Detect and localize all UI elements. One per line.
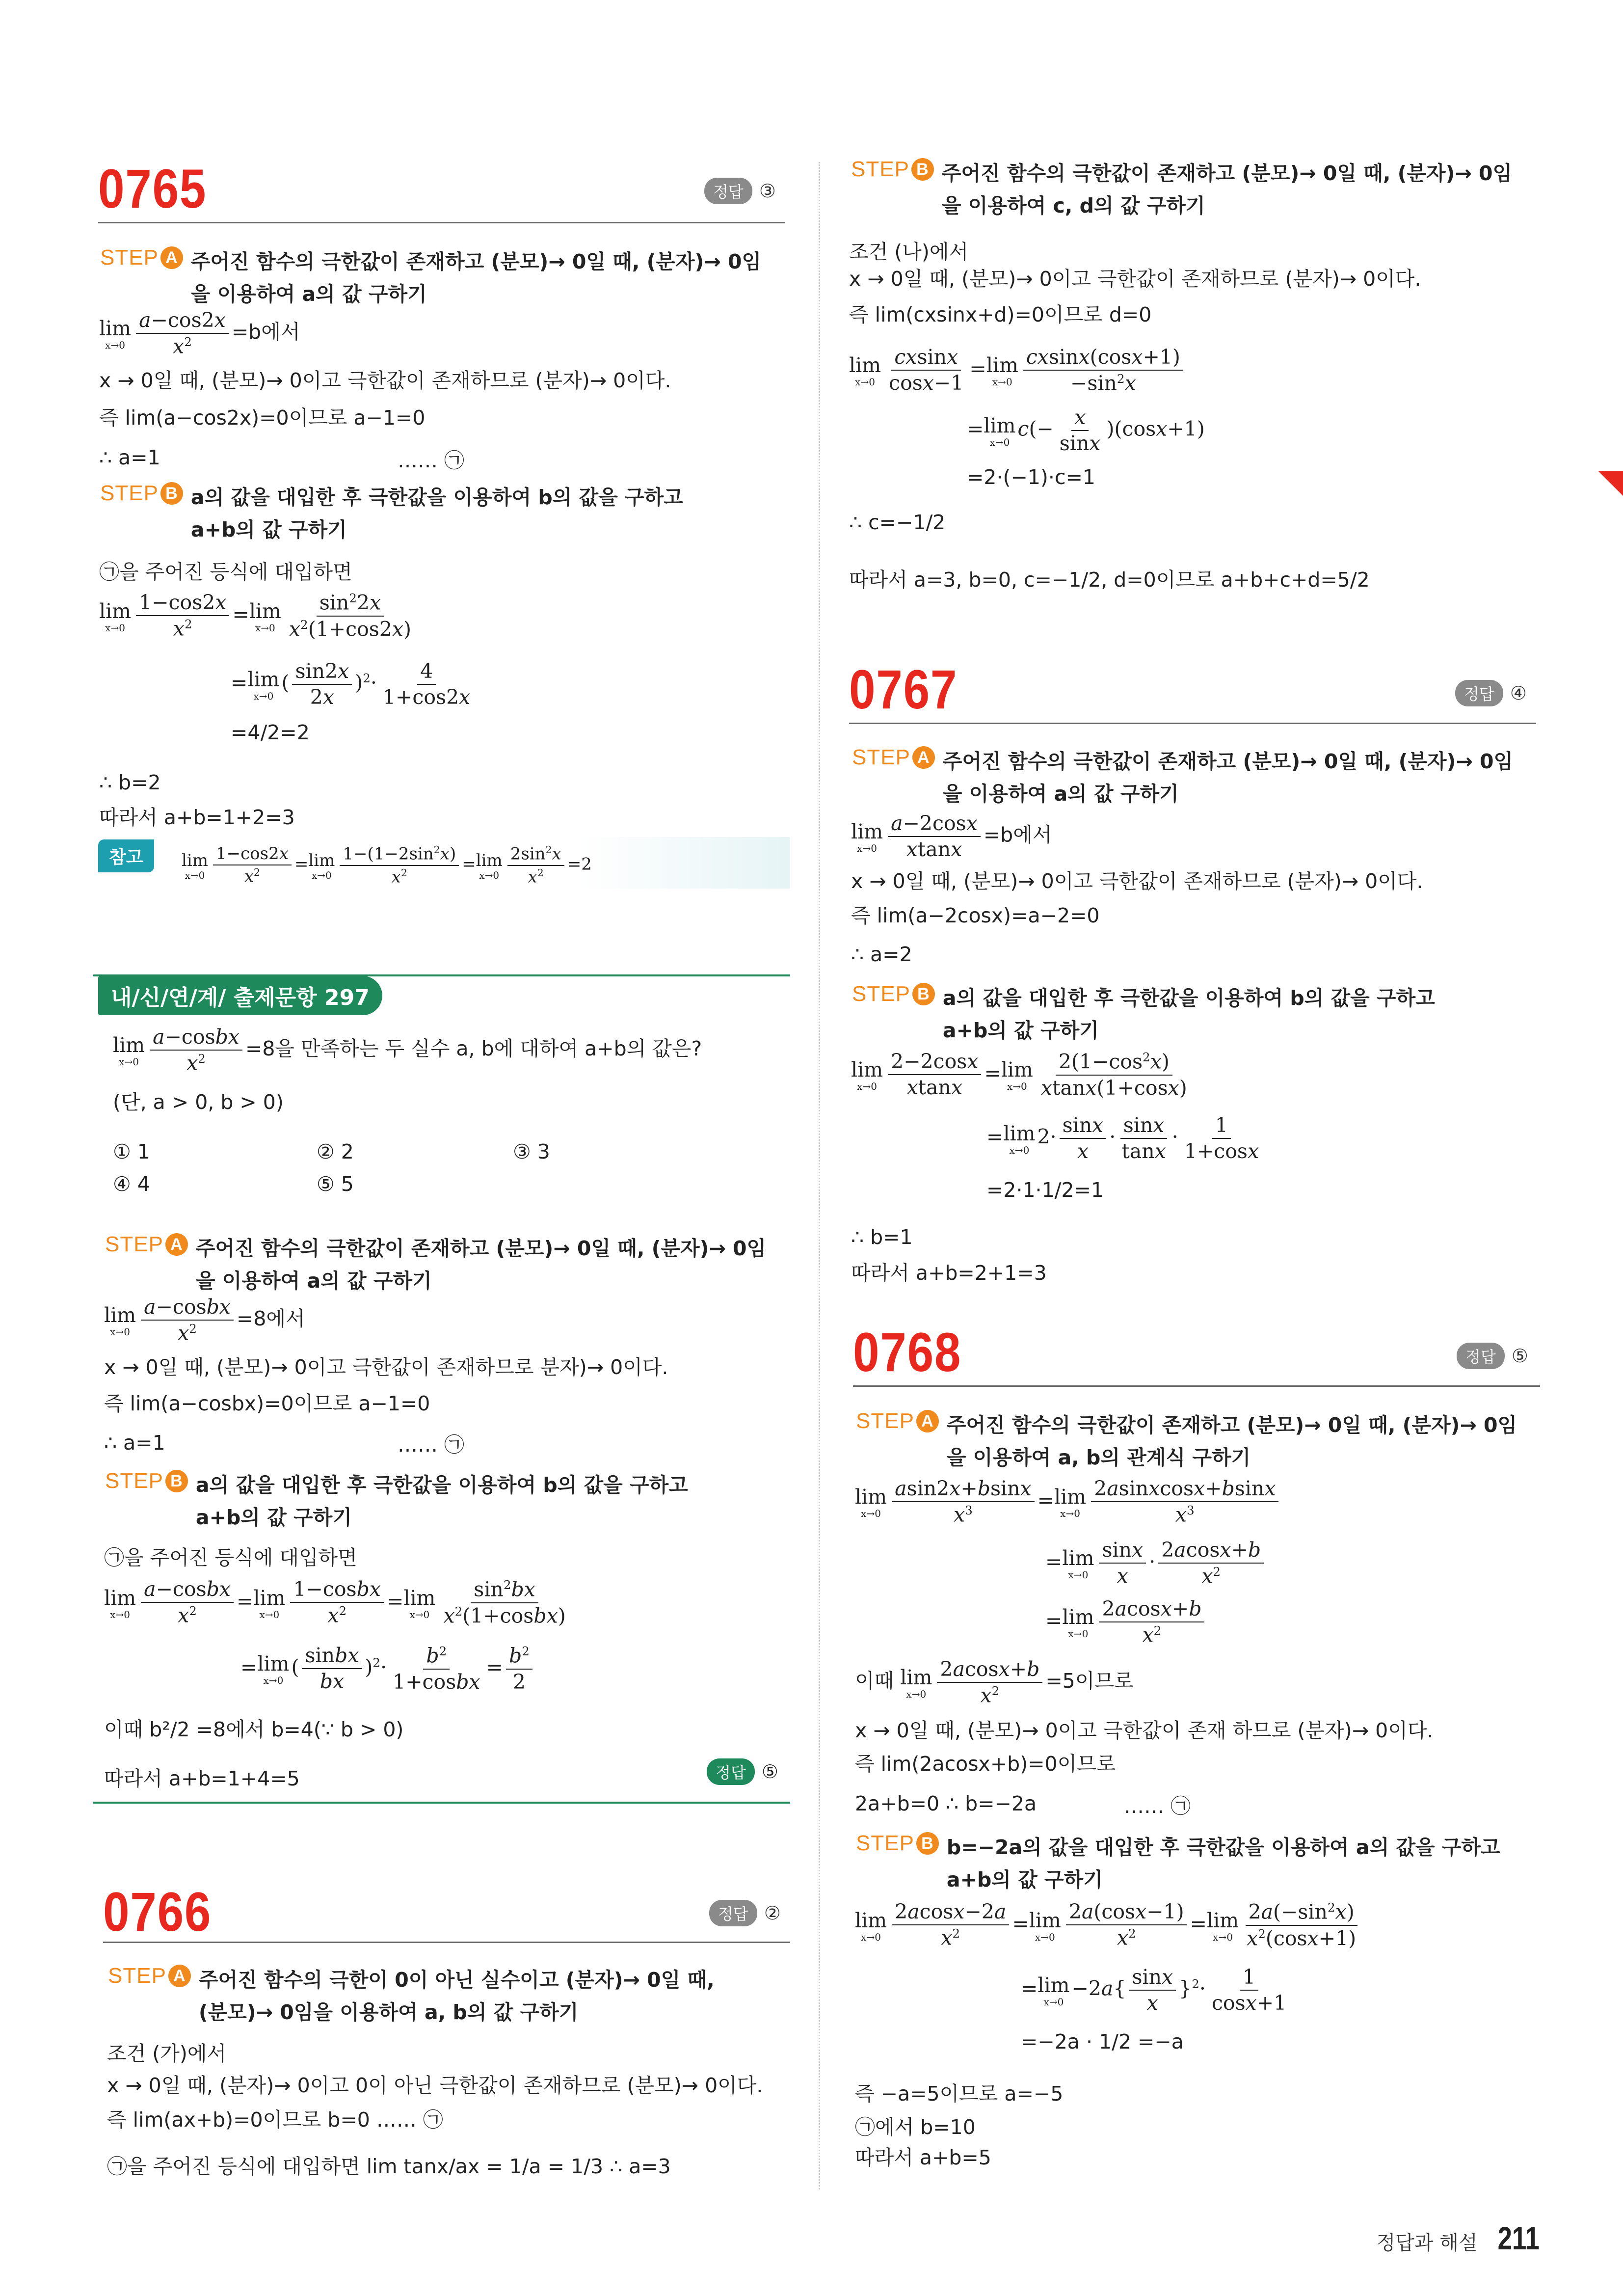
problem-number: 0766 [103, 1881, 212, 1943]
step-title: 을 이용하여 a의 값 구하기 [195, 1269, 432, 1293]
answer-value: ⑤ [761, 1761, 778, 1783]
text-line: ∴ b=2 [99, 771, 161, 794]
step-title: a의 값을 대입한 후 극한값을 이용하여 b의 값을 구하고 [942, 986, 1435, 1010]
answer-badge [709, 1900, 781, 1926]
step-title: 을 이용하여 a, b의 관계식 구하기 [946, 1446, 1251, 1469]
step-b [100, 481, 683, 546]
step-title: a의 값을 대입한 후 극한값을 이용하여 b의 값을 구하고 [190, 486, 683, 509]
formula-line: lim x→0 $\frac{2acosx-2a}{x^2}$ =lim x→0 $\frac{2a(\cos x-1)}{x^2}$ =lim x→0 $\frac{2a(-\sin^2x)}{x^2(\cos x+1)}$ [855, 1901, 1362, 1950]
formula-line: lim x→0 $\frac{asin2x+bsinx}{x^3}$ =lim x→0 $\frac{\text{2asinxcosx+bsinx}}{x^3}$ [855, 1478, 1281, 1526]
choice[interactable]: ② 2 [317, 1140, 354, 1163]
text-line: 즉 lim(cxsinx+d)=0이므로 d=0 [849, 303, 1152, 326]
text-line: …… ㉠ [1124, 1794, 1191, 1818]
problem-rule [103, 1942, 790, 1943]
column-divider [819, 162, 820, 2189]
step-a [108, 1964, 715, 2028]
choice[interactable]: ① 1 [113, 1140, 150, 1163]
step-tag: STEP A [852, 745, 935, 770]
text-line: …… ㉠ [398, 1433, 465, 1457]
formula-line: =2·(−1)·c=1 [967, 465, 1095, 489]
choice[interactable]: ④ 4 [113, 1172, 150, 1196]
text-line: 즉 lim(a−2cosx)=a−2=0 [851, 904, 1100, 927]
text-line: 따라서 a+b=1+4=5 [104, 1767, 300, 1790]
step-b [105, 1469, 688, 1534]
formula-line: =lim x→0 $\frac{\sin x}{x}$ · $\frac{2acosx+b}{x^2}$ [1045, 1539, 1267, 1588]
formula-line: =lim x→0 2· $\frac{\sin x}{x}$ · $\frac{\sin x}{\tan x}$ · $\frac{1}{1+\cos x}$ [986, 1113, 1259, 1163]
choice[interactable]: ③ 3 [513, 1140, 550, 1163]
step-b [851, 157, 1512, 222]
formula-line: lim x→0 $\frac{\text{a−cosbx}}{x^2}$ =8을 만족하는 두 실수 a, b에 대하여 a+b의 값은? [113, 1025, 702, 1075]
text-line: ∴ b=1 [851, 1225, 913, 1249]
step-tag: STEP B [851, 157, 934, 182]
step-tag: STEP A [108, 1964, 191, 1988]
text-line: 2a+b=0 ∴ b=−2a [855, 1792, 1037, 1815]
choice[interactable]: ⑤ 5 [317, 1172, 354, 1196]
formula-line: =lim x→0 $\frac{2acosx+b}{x^2}$ [1045, 1598, 1207, 1647]
step-b [856, 1831, 1500, 1896]
formula-line: lim x→0 $\frac{\text{a−cosbx}}{x^2}$ =lim x→0 $\frac{\text{1−cosbx}}{x^2}$ =lim x→0 $\frac{\sin^2bx}{x^2(1+cosbx)}$ [104, 1577, 566, 1628]
text-line: 즉 lim(a−cos2x)=0이므로 a−1=0 [99, 406, 426, 430]
text-line: ∴ a=1 [104, 1431, 165, 1455]
formula-line: lim x→0 $\frac{1-\cos 2x}{x^2}$ =lim x→0 $\frac{1-(1-2\sin^2x)}{x^2}$ =lim x→0 $\frac{2\sin^2x}{x^2}$ =2 [182, 843, 592, 887]
answer-badge [1457, 1343, 1528, 1369]
problem-rule [853, 1385, 1540, 1387]
text-line: 이때 b²/2 =8에서 b=4(∵ b > 0) [104, 1718, 404, 1741]
page-footer [1377, 2219, 1544, 2257]
text-line: 따라서 a+b=2+1=3 [851, 1261, 1047, 1285]
step-title: 주어진 함수의 극한값이 존재하고 (분모)→ 0일 때, (분자)→ 0임 [946, 1413, 1517, 1437]
formula-line: =lim x→0 c(− $\frac{x}{\sin x}$ )(cosx+1) [967, 405, 1205, 456]
step-title: 을 이용하여 c, d의 값 구하기 [941, 194, 1205, 217]
step-a [100, 245, 761, 310]
step-tag: STEP A [100, 245, 183, 270]
step-tag: STEP B [100, 481, 183, 506]
step-tag: STEP B [105, 1469, 188, 1493]
text-line: x → 0일 때, (분모)→ 0이고 극한값이 존재 하므로 (분자)→ 0이다. [855, 1719, 1434, 1742]
step-title: a+b의 값 구하기 [195, 1506, 352, 1529]
problem-rule [98, 222, 785, 223]
step-title: 주어진 함수의 극한값이 존재하고 (분모)→ 0일 때, (분자)→ 0임 [190, 250, 762, 273]
answer-label: 정답 [704, 178, 752, 204]
answer-label: 정답 [707, 1758, 755, 1785]
series-rule [93, 1802, 790, 1804]
text-line: (단, a > 0, b > 0) [113, 1090, 284, 1114]
page-number: 211 [1497, 2220, 1540, 2256]
text-line: 따라서 a+b=5 [855, 2146, 991, 2169]
text-line: ㉠을 주어진 등식에 대입하면 lim tanx/ax = 1/a = 1/3 ∴ a=3 [107, 2155, 671, 2178]
formula-line: lim x→0 $\frac{\text{a−cosbx}}{x^2}$ =8에서 [104, 1295, 305, 1345]
text-line: 즉 lim(a−cosbx)=0이므로 a−1=0 [104, 1392, 430, 1415]
text-line: x → 0일 때, (분모)→ 0이고 극한값이 존재하므로 (분자)→ 0이다. [99, 369, 671, 392]
text-line: …… ㉠ [398, 449, 465, 472]
text-line: 즉 lim(2acosx+b)=0이므로 [855, 1752, 1116, 1776]
step-title: 주어진 함수의 극한값이 존재하고 (분모)→ 0일 때, (분자)→ 0임 [942, 750, 1514, 773]
formula-line: lim x→0 $\frac{2-2\cos x}{xtanx}$ =lim x→0 $\frac{2(1-\cos^2x)}{xtanx(1+\cos x)}$ [851, 1050, 1187, 1100]
step-a [852, 745, 1513, 810]
step-a [856, 1409, 1517, 1474]
step-title: 주어진 함수의 극한값이 존재하고 (분모)→ 0일 때, (분자)→ 0임 [941, 162, 1513, 185]
formula-line: 이때 lim x→0 $\frac{2acosx+b}{x^2}$ =5이므로 [855, 1657, 1134, 1707]
step-title: 주어진 함수의 극한값이 존재하고 (분모)→ 0일 때, (분자)→ 0임 [195, 1237, 767, 1260]
note-tag: 참고 [98, 839, 154, 872]
answer-label: 정답 [709, 1900, 757, 1926]
step-title: 을 이용하여 a의 값 구하기 [190, 282, 427, 306]
problem-number: 0765 [98, 158, 207, 219]
text-line: x → 0일 때, (분모)→ 0이고 극한값이 존재하므로 (분자)→ 0이다. [851, 869, 1423, 893]
answer-badge [704, 178, 776, 204]
formula-line: lim x→0 $\frac{a-\cos 2x}{x^2}$ =b에서 [99, 308, 300, 358]
step-title: a의 값을 대입한 후 극한값을 이용하여 b의 값을 구하고 [195, 1473, 688, 1497]
text-line: 즉 −a=5이므로 a=−5 [855, 2082, 1064, 2106]
page-edge-tab [1598, 471, 1623, 496]
step-tag: STEP B [852, 982, 935, 1006]
text-line: ㉠에서 b=10 [855, 2115, 976, 2139]
formula-line: =lim x→0 ( $\frac{\text{sinbx}}{bx}$ )$^2$· $\frac{b^2}{\text{1+cosbx}}$ = $\frac{b^2}{2}$ [240, 1645, 535, 1693]
text-line: x → 0일 때, (분모)→ 0이고 극한값이 존재하므로 분자)→ 0이다. [104, 1355, 668, 1379]
answer-value: ④ [1510, 682, 1527, 704]
formula-line: =lim x→0 −2a{ $\frac{\sin x}{x}$ }$^2$· $\frac{1}{\cos x+1}$ [1021, 1965, 1287, 2015]
text-line: ㉠을 주어진 등식에 대입하면 [104, 1546, 357, 1569]
text-line: x → 0일 때, (분모)→ 0이고 극한값이 존재하므로 (분자)→ 0이다. [849, 267, 1421, 291]
text-line: 조건 (가)에서 [107, 2042, 227, 2065]
problem-number: 0767 [849, 659, 958, 720]
formula-line: lim x→0 $\frac{cxsinx}{\cos x-1}$ =lim x→0 $\frac{cxsinx(\cos x+1)}{-\sin^2x}$ [849, 346, 1186, 395]
answer-value: ⑤ [1511, 1345, 1528, 1367]
answer-badge [707, 1758, 778, 1785]
step-title: 주어진 함수의 극한이 0이 아닌 실수이고 (분자)→ 0일 때, [198, 1968, 715, 1992]
answer-label: 정답 [1457, 1343, 1505, 1369]
text-line: 따라서 a=3, b=0, c=−1/2, d=0이므로 a+b+c+d=5/2 [849, 568, 1370, 592]
step-title: a+b의 값 구하기 [942, 1019, 1099, 1042]
answer-label: 정답 [1455, 680, 1503, 706]
formula-line: lim x→0 $\frac{1-\cos 2x}{x^2}$ =lim x→0 $\frac{\sin^22x}{x^2(1+\cos 2x)}$ [99, 591, 412, 641]
answer-value: ② [764, 1902, 781, 1924]
text-line: 따라서 a+b=1+2=3 [99, 806, 295, 829]
text-line: x → 0일 때, (분자)→ 0이고 0이 아닌 극한값이 존재하므로 (분모)→ 0이다. [107, 2074, 763, 2097]
formula-line: =lim x→0 ( $\frac{\sin 2x}{2x}$ )$^2$· $\frac{4}{1+\cos 2x}$ [231, 659, 471, 709]
step-tag: STEP A [856, 1409, 939, 1433]
problem-number: 0768 [853, 1322, 962, 1383]
text-line: ∴ a=2 [851, 943, 912, 966]
step-title: a+b의 값 구하기 [190, 518, 347, 541]
answer-value: ③ [759, 180, 776, 202]
formula-line: lim x→0 $\frac{a-2\cos x}{xtanx}$ =b에서 [851, 811, 1052, 862]
step-tag: STEP B [856, 1831, 939, 1856]
text-line: 즉 lim(ax+b)=0이므로 b=0 …… ㉠ [107, 2108, 443, 2132]
step-title: a+b의 값 구하기 [946, 1868, 1103, 1891]
footer-label: 정답과 해설 [1376, 2232, 1478, 2254]
formula-line: =4/2=2 [231, 721, 310, 744]
series-heading: 내/신/연/계/ 출제문항 297 [98, 976, 382, 1015]
text-line: ∴ a=1 [99, 446, 160, 469]
step-b [852, 982, 1435, 1047]
step-title: b=−2a의 값을 대입한 후 극한값을 이용하여 a의 값을 구하고 [946, 1836, 1500, 1859]
formula-line: =−2a · 1/2 =−a [1021, 2030, 1184, 2053]
step-a [105, 1232, 766, 1297]
step-tag: STEP A [105, 1232, 188, 1257]
problem-rule [849, 723, 1536, 724]
step-title: 을 이용하여 a의 값 구하기 [942, 782, 1179, 806]
step-title: (분모)→ 0임을 이용하여 a, b의 값 구하기 [198, 2000, 579, 2024]
text-line: ∴ c=−1/2 [849, 511, 946, 534]
answer-badge [1455, 680, 1527, 706]
formula-line: =2·1·1/2=1 [986, 1178, 1104, 1202]
text-line: ㉠을 주어진 등식에 대입하면 [99, 560, 352, 584]
text-line: 조건 (나)에서 [849, 240, 969, 264]
